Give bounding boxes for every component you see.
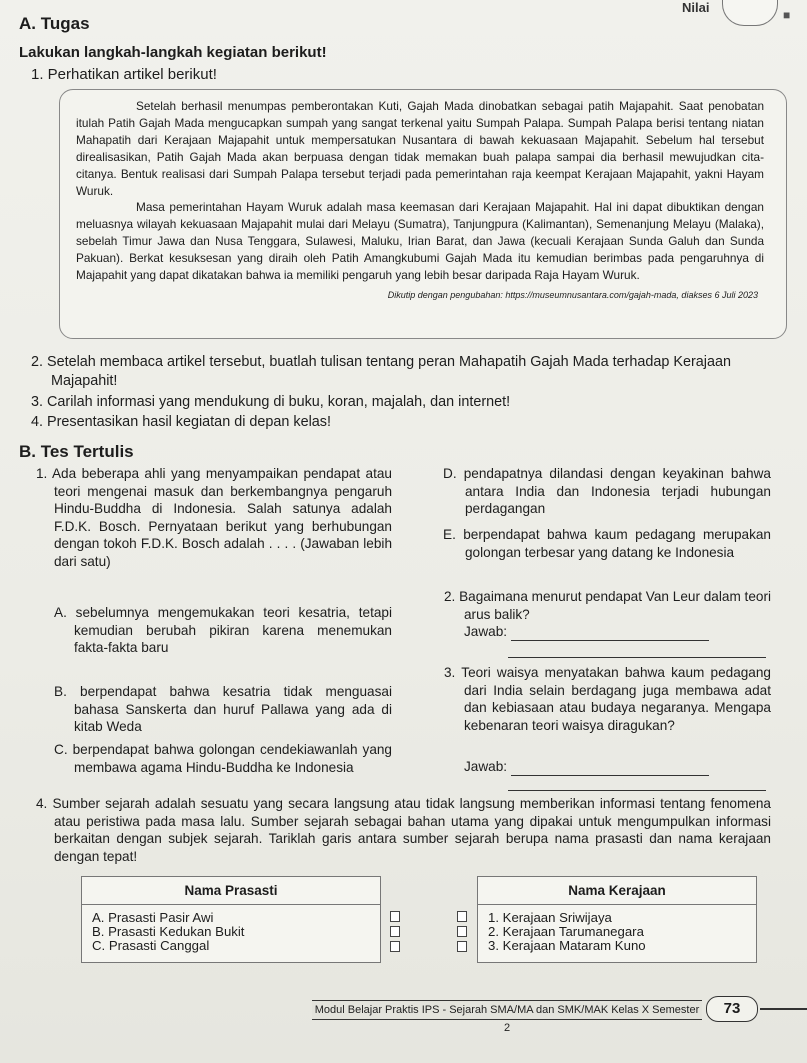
question-1-option-d[interactable]: D. pendapatnya dilandasi dengan keyakinan bahwa antara India dan Indonesia terjadi hubungan perdagangan bbox=[443, 466, 771, 516]
question-3: 3. Teori waisya menyatakan bahwa kaum pedagang dari India selain berdagang juga membawa adat dan kebiasaan atau budaya negaranya. Mengapa kebenaran teori waisya diragukan? bbox=[444, 665, 771, 733]
question-3-answer-line-2[interactable] bbox=[508, 790, 766, 791]
prasasti-checkbox-c[interactable] bbox=[390, 941, 400, 952]
module-footer: Modul Belajar Praktis IPS - Sejarah SMA/MA dan SMK/MAK Kelas X Semester 2 bbox=[312, 1000, 702, 1020]
step-3: 3. Carilah informasi yang mendukung di buku, koran, majalah, dan internet! bbox=[31, 394, 511, 410]
score-label: Nilai bbox=[682, 0, 710, 15]
question-2: 2. Bagaimana menurut pendapat Van Leur dalam teori arus balik? bbox=[444, 589, 771, 622]
kerajaan-item-1: 1. Kerajaan Sriwijaya bbox=[488, 910, 612, 925]
footer-rule bbox=[760, 1008, 807, 1010]
kerajaan-checkbox-3[interactable] bbox=[457, 941, 467, 952]
question-2-answer[interactable] bbox=[464, 623, 774, 641]
page-number: 73 bbox=[706, 996, 758, 1022]
question-2-answer-line-1[interactable] bbox=[511, 628, 709, 641]
question-1-option-b[interactable]: B. berpendapat bahwa kesatria tidak menguasai bahasa Sanskerta dan huruf Pallawa yang ada di kitab Weda bbox=[54, 684, 392, 734]
article-paragraph-2: Masa pemerintahan Hayam Wuruk adalah masa keemasan dari Kerajaan Majapahit. Hal ini dapat dibuktikan dengan meluasnya wilayah kekuasaan Majapahit mulai dari Melayu (Sumatra), Tanjungpura (Kalimantan), Semenanjung Melayu (Malaka), sebelah Timur Jawa dan Nusa Tenggara, Sulawesi, Maluku, Irian Barat, dan Jawa (kecuali Kerajaan Sunda Galuh dan Sunda Pakuan). Berkat kesuksesan yang diraih oleh Patih Amangkubumi Gajah Mada itu kemudian berimbas pada pengaruhnya di Majapahit yang dapat dikatakan bahwa ia memiliki pengaruh yang lebih besar daripada Raja Hayam Wuruk. bbox=[76, 200, 764, 283]
article-paragraph-1: Setelah berhasil menumpas pemberontakan Kuti, Gajah Mada dinobatkan sebagai patih Majapahit. Saat penobatan itulah Patih Gajah Mada mengucapkan sumpah yang sangat terkenal yaitu Sumpah Palapa. Sumpah Palapa berisi tentang niatan Mahapatih dari Kerajaan Majapahit untuk mempersatukan Nusantara di bawah kekuasaan Majapahit. Sebelum hal tersebut direalisasikan, Patih Gajah Mada akan berpuasa dengan tidak memakan buah palapa sampai dia berhasil mewujudkan cita-citanya. Bentuk realisasi dari Sumpah Palapa tersebut terjadi pada pemerintahan raja keempat Kerajaan Majapahit, yakni Hayam Wuruk. bbox=[76, 99, 764, 198]
kerajaan-table bbox=[477, 876, 757, 963]
kerajaan-checkboxes bbox=[457, 911, 469, 952]
question-4: 4. Sumber sejarah adalah sesuatu yang secara langsung atau tidak langsung memberikan informasi tentang fenomena atau peristiwa pada masa lalu. Sumber sejarah sebagai bahan utama yang dipakai untuk mengumpulkan informasi berkaitan dengan subjek sejarah. Tariklah garis antara sumber sejarah berupa nama prasasti dan nama kerajaan dengan tepat! bbox=[36, 796, 771, 864]
kerajaan-item-2: 2. Kerajaan Tarumanegara bbox=[488, 924, 644, 939]
section-a-title: A. Tugas bbox=[19, 14, 90, 33]
prasasti-item-b: B. Prasasti Kedukan Bukit bbox=[92, 924, 245, 939]
score-box[interactable] bbox=[722, 0, 778, 26]
instruction-text: Lakukan langkah-langkah kegiatan berikut! bbox=[19, 44, 327, 61]
question-1: 1. Ada beberapa ahli yang menyampaikan pendapat atau teori mengenai masuk dan berkembangnya pengaruh Hindu-Buddha di Indonesia. Salah satunya adalah F.D.K. Bosch. Pernyataan berikut yang berhubungan dengan tokoh F.D.K. Bosch adalah . . . . (Jawaban lebih dari satu) bbox=[36, 466, 392, 569]
step-4: 4. Presentasikan hasil kegiatan di depan kelas! bbox=[31, 414, 331, 430]
question-2-answer-line-2[interactable] bbox=[508, 657, 766, 658]
question-2-answer-label: Jawab: bbox=[464, 624, 508, 639]
step-2: 2. Setelah membaca artikel tersebut, buatlah tulisan tentang peran Mahapatih Gajah Mada terhadap Kerajaan Majapahit! bbox=[31, 354, 731, 389]
prasasti-checkboxes bbox=[390, 911, 402, 952]
prasasti-checkbox-b[interactable] bbox=[390, 926, 400, 937]
prasasti-checkbox-a[interactable] bbox=[390, 911, 400, 922]
kerajaan-item-3: 3. Kerajaan Mataram Kuno bbox=[488, 938, 646, 953]
kerajaan-checkbox-2[interactable] bbox=[457, 926, 467, 937]
question-3-answer[interactable] bbox=[464, 758, 774, 776]
question-3-answer-label: Jawab: bbox=[464, 759, 508, 774]
question-3-answer-line-1[interactable] bbox=[511, 763, 709, 776]
article-citation: Dikutip dengan pengubahan: https://museumnusantara.com/gajah-mada, diakses 6 Juli 2023 bbox=[387, 289, 758, 300]
article-box bbox=[59, 89, 787, 339]
step-1: 1. Perhatikan artikel berikut! bbox=[31, 66, 217, 83]
question-1-option-a[interactable]: A. sebelumnya mengemukakan teori kesatria, tetapi kemudian berubah pikiran karena menemukan fakta-fakta baru bbox=[54, 605, 392, 655]
prasasti-table-header: Nama Prasasti bbox=[82, 877, 380, 905]
question-1-option-e[interactable]: E. berpendapat bahwa kaum pedagang merupakan golongan terbesar yang datang ke Indonesia bbox=[443, 527, 771, 560]
prasasti-table bbox=[81, 876, 381, 963]
section-b-title: B. Tes Tertulis bbox=[19, 442, 134, 461]
score-box-marker: ■ bbox=[783, 8, 791, 22]
kerajaan-checkbox-1[interactable] bbox=[457, 911, 467, 922]
question-1-option-c[interactable]: C. berpendapat bahwa golongan cendekiawanlah yang membawa agama Hindu-Buddha ke Indonesia bbox=[54, 742, 392, 775]
prasasti-item-a: A. Prasasti Pasir Awi bbox=[92, 910, 214, 925]
prasasti-item-c: C. Prasasti Canggal bbox=[92, 938, 210, 953]
kerajaan-table-header: Nama Kerajaan bbox=[478, 877, 756, 905]
